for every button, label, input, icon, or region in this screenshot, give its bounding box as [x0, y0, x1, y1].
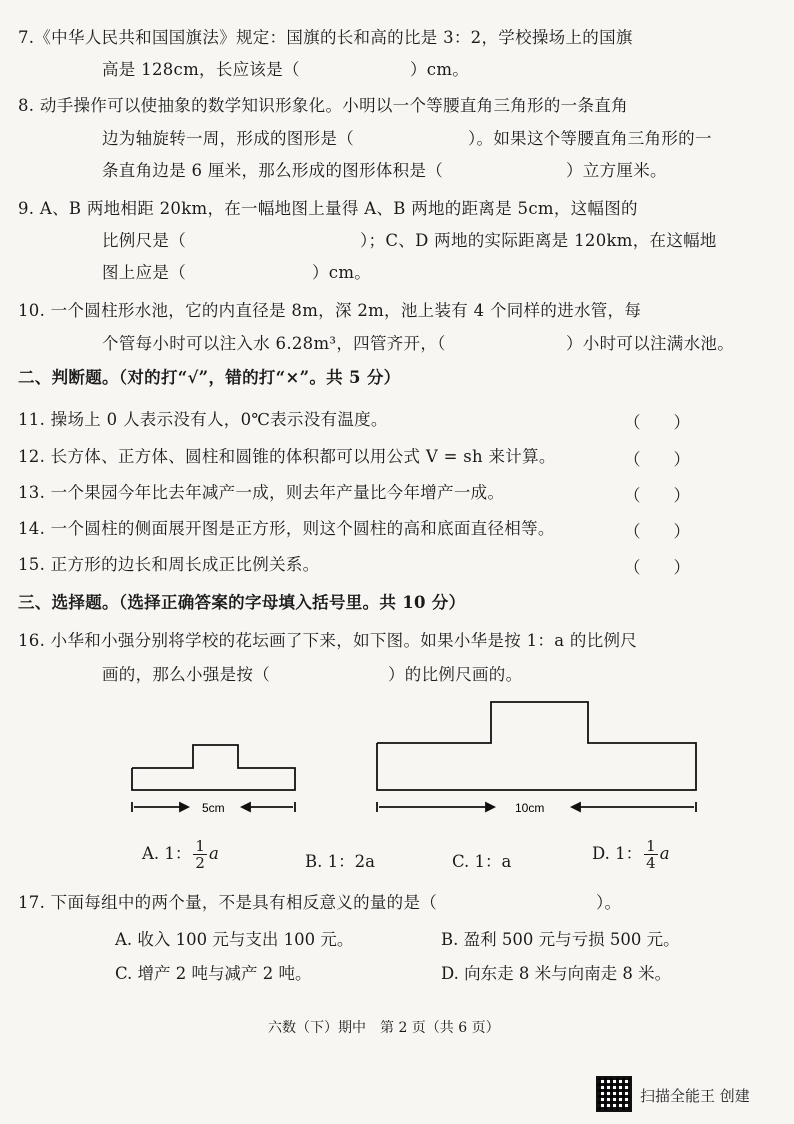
q10-line2a: 个管每小时可以注入水 6.28m³，四管齐开，（ [102, 334, 446, 353]
q16-line2b: ）的比例尺画的。 [388, 665, 523, 684]
q10-line2b: ）小时可以注满水池。 [566, 334, 734, 353]
q16-option-d[interactable] [592, 838, 670, 871]
q16-line2a: 画的，那么小强是按（ [102, 665, 270, 684]
q16-option-d-num: 1 [646, 837, 656, 855]
judge-item-14: 14. 一个圆柱的侧面展开图是正方形，则这个圆柱的高和底面直径相等。 [18, 519, 555, 538]
q17-option-c[interactable]: C. 增产 2 吨与减产 2 吨。 [115, 964, 312, 983]
dimension-large-label: 10cm [515, 801, 545, 815]
q9-line2a: 比例尺是（ [102, 231, 186, 250]
q16-line1: 16. 小华和小强分别将学校的花坛画了下来，如下图。如果小华是按 1：a 的比例尺 [18, 631, 638, 650]
page-footer: 六数（下）期中 第 2 页（共 6 页） [268, 1020, 500, 1036]
judge-item-12: 12. 长方体、正方体、圆柱和圆锥的体积都可以用公式 V = sh 来计算。 [18, 447, 556, 466]
q16-option-b[interactable]: B. 1：2a [305, 852, 375, 871]
judge-item-15: 15. 正方形的边长和周长成正比例关系。 [18, 555, 320, 574]
q16-option-a-prefix: A. 1： [142, 844, 192, 863]
flowerbed-small-drawing [132, 745, 295, 790]
judge-item-11: 11. 操场上 0 人表示没有人，0℃表示没有温度。 [18, 410, 388, 429]
q16-option-a-num: 1 [195, 837, 205, 855]
judge-answer-13[interactable]: （ ） [624, 486, 690, 505]
q9-line3b: ）cm。 [312, 263, 372, 282]
q9-line2b: ）；C、D 两地的实际距离是 120km，在这幅地 [360, 231, 717, 250]
q16-option-a[interactable] [142, 838, 219, 871]
dimension-small-label: 5cm [202, 801, 225, 815]
judge-answer-15[interactable]: （ ） [624, 558, 690, 577]
flowerbed-figure [0, 700, 794, 820]
q16-option-d-var: a [659, 844, 670, 863]
q16-option-d-den: 4 [646, 854, 656, 872]
flowerbed-large-drawing [377, 702, 696, 790]
q17-option-d[interactable]: D. 向东走 8 米与向南走 8 米。 [441, 964, 672, 983]
q8-line2a: 边为轴旋转一周，形成的图形是（ [102, 129, 354, 148]
q7-line2b: ）cm。 [410, 60, 470, 79]
q16-option-a-fraction [193, 838, 207, 871]
q8-line1: 8. 动手操作可以使抽象的数学知识形象化。小明以一个等腰直角三角形的一条直角 [18, 96, 628, 115]
judge-answer-11[interactable]: （ ） [624, 413, 690, 432]
judge-answer-12[interactable]: （ ） [624, 450, 690, 469]
q17-option-a[interactable]: A. 收入 100 元与支出 100 元。 [115, 930, 354, 949]
q9-line1: 9. A、B 两地相距 20km，在一幅地图上量得 A、B 两地的距离是 5cm，这幅图的 [18, 199, 638, 218]
q8-line3a: 条直角边是 6 厘米，那么形成的图形体积是（ [102, 161, 444, 180]
qr-code-icon [596, 1076, 632, 1112]
scanner-watermark: 扫描全能王 创建 [640, 1087, 750, 1105]
q16-option-c[interactable]: C. 1：a [452, 852, 512, 871]
judge-item-13: 13. 一个果园今年比去年减产一成，则去年产量比今年增产一成。 [18, 483, 505, 502]
q17-line1: 17. 下面每组中的两个量，不是具有相反意义的量的是（ [18, 893, 438, 912]
q10-line1: 10. 一个圆柱形水池，它的内直径是 8m，深 2m，池上装有 4 个同样的进水管，每 [18, 301, 642, 320]
q8-line3b: ）立方厘米。 [566, 161, 667, 180]
section-choice-heading: 三、选择题。（选择正确答案的字母填入括号里。共 10 分） [18, 593, 466, 612]
q16-option-d-prefix: D. 1： [592, 844, 643, 863]
q16-option-d-fraction [644, 838, 658, 871]
q7-line1: 7.《中华人民共和国国旗法》规定：国旗的长和高的比是 3：2，学校操场上的国旗 [18, 28, 633, 47]
q9-line3a: 图上应是（ [102, 263, 186, 282]
q16-option-a-den: 2 [195, 854, 205, 872]
q17-line1b: ）。 [596, 893, 622, 912]
q7-line2a: 高是 128cm，长应该是（ [102, 60, 300, 79]
q16-option-a-var: a [208, 844, 219, 863]
judge-answer-14[interactable]: （ ） [624, 522, 690, 541]
q17-option-b[interactable]: B. 盈利 500 元与亏损 500 元。 [441, 930, 680, 949]
section-judge-heading: 二、判断题。（对的打“√”，错的打“×”。共 5 分） [18, 368, 401, 387]
q8-line2b: ）。如果这个等腰直角三角形的一 [468, 129, 712, 148]
